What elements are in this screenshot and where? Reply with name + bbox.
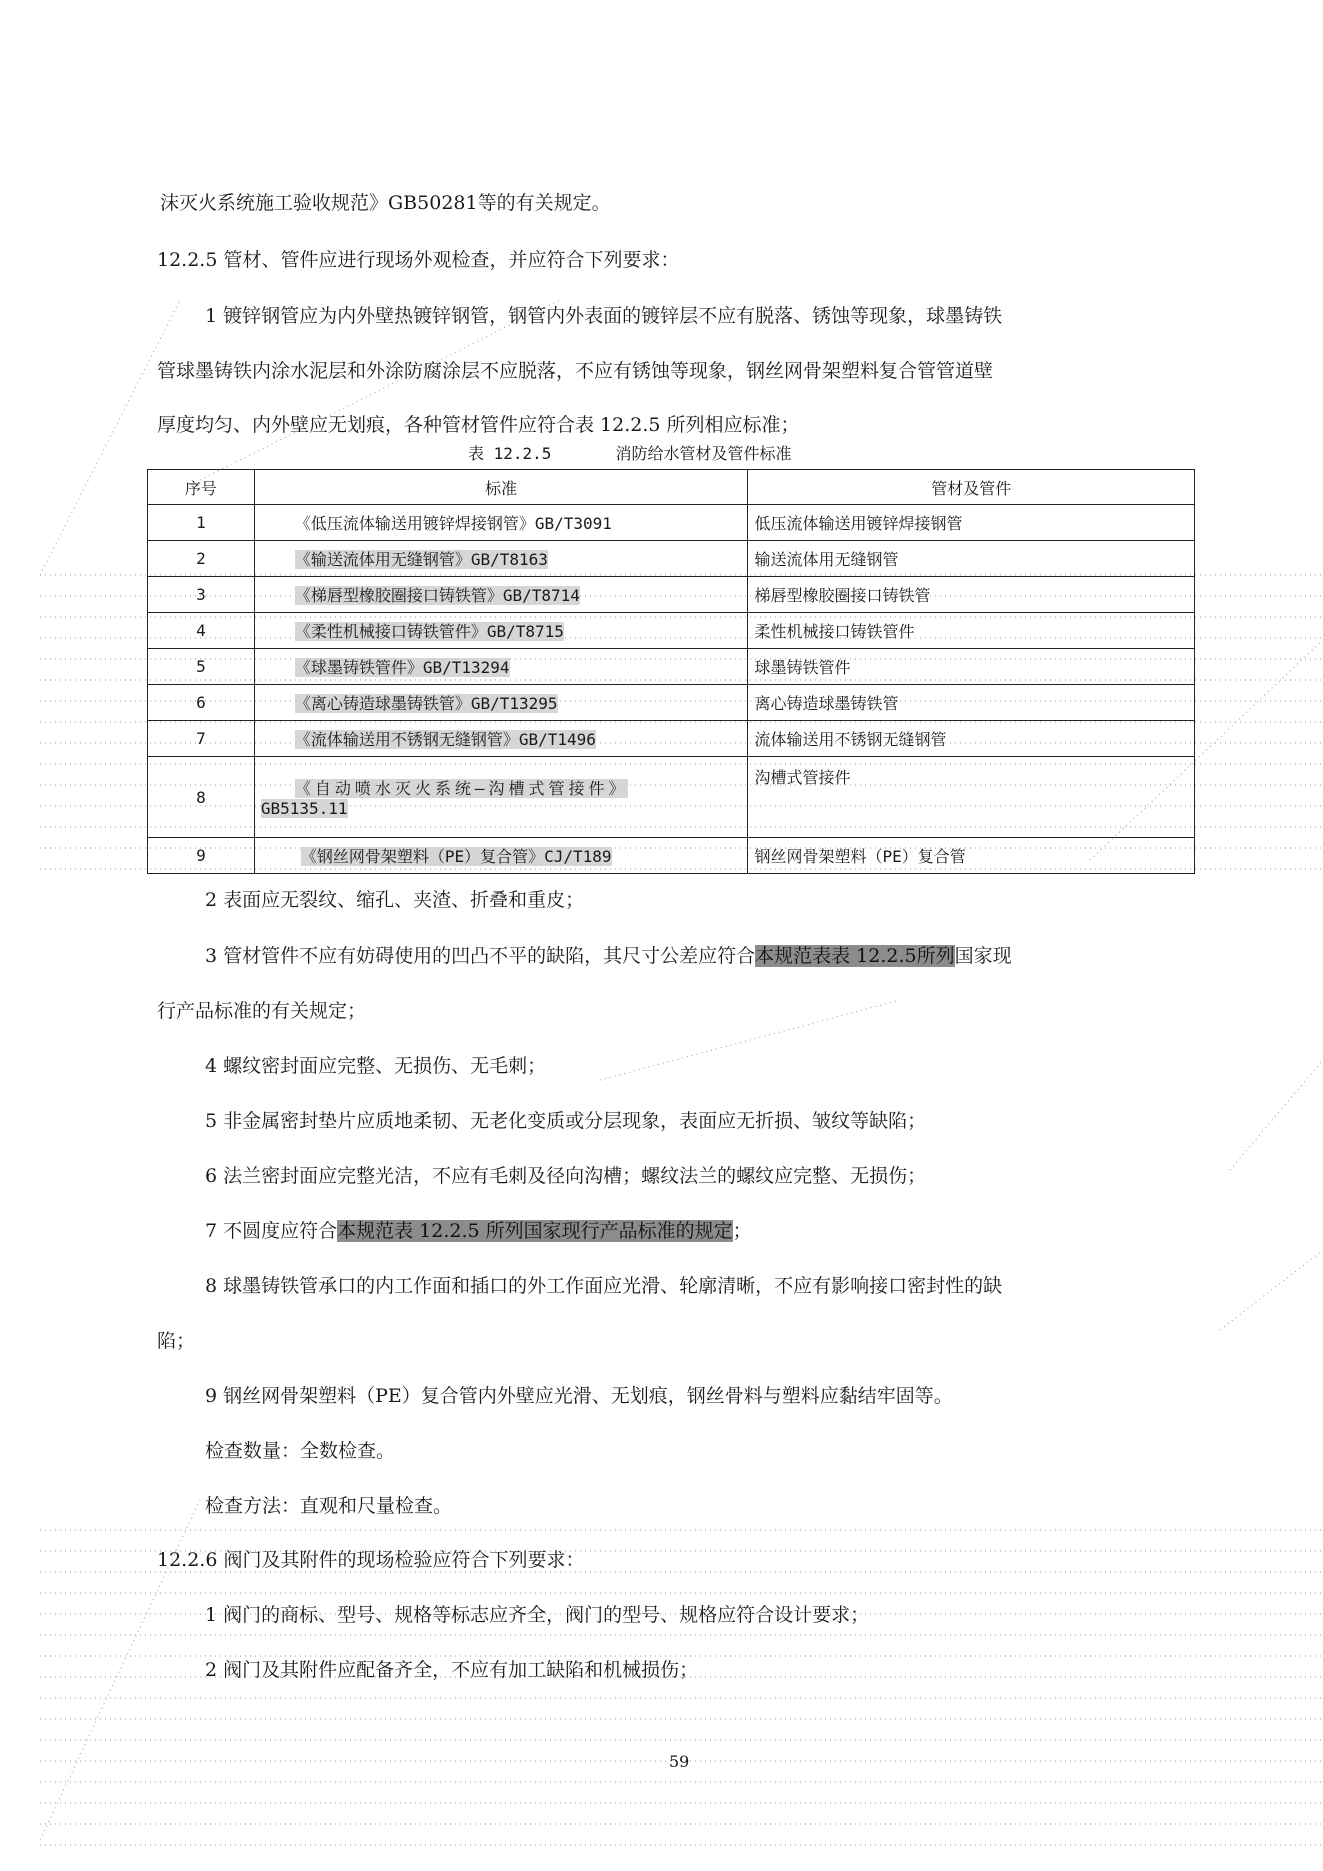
row-item: 流体输送用不锈钢无缝钢管 <box>748 721 1195 757</box>
highlighted-text: 《球墨铸铁管件》GB/T13294 <box>294 658 510 677</box>
row-number: 5 <box>148 649 255 685</box>
inspection-method: 检查方法：直观和尺量检查。 <box>205 1495 453 1517</box>
paragraph-line: 8 球墨铸铁管承口的内工作面和插口的外工作面应光滑、轮廓清晰，不应有影响接口密封性的缺 <box>205 1275 1003 1297</box>
paragraph-line <box>205 943 1012 969</box>
table-header-cell: 序号 <box>148 470 255 505</box>
table-row <box>148 505 1195 541</box>
paragraph-line: 2 阀门及其附件应配备齐全，不应有加工缺陷和机械损伤； <box>205 1659 699 1681</box>
paragraph-line: 5 非金属密封垫片应质地柔韧、无老化变质或分层现象，表面应无折损、皱纹等缺陷； <box>205 1110 927 1132</box>
page-number: 59 <box>669 1752 690 1771</box>
section-heading-12-2-5: 12.2.5 管材、管件应进行现场外观检查，并应符合下列要求： <box>157 249 680 271</box>
highlighted-text: 《自动喷水灭火系统—沟槽式管接件》 <box>294 779 629 798</box>
highlighted-text: 《钢丝网骨架塑料（PE）复合管》CJ/T189 <box>300 847 612 866</box>
row-number: 1 <box>148 505 255 541</box>
paragraph-line: 沫灭火系统施工验收规范》GB50281等的有关规定。 <box>160 192 611 214</box>
highlighted-text: 本规范表表 12.2.5所列 <box>755 945 955 967</box>
table-row <box>148 838 1195 874</box>
row-item: 球墨铸铁管件 <box>748 649 1195 685</box>
row-item: 沟槽式管接件 <box>748 757 1195 838</box>
row-item: 输送流体用无缝钢管 <box>748 541 1195 577</box>
row-standard <box>254 685 748 721</box>
text-segment: 国家现 <box>954 945 1012 967</box>
paragraph-line: 管球墨铸铁内涂水泥层和外涂防腐涂层不应脱落，不应有锈蚀等现象，钢丝网骨架塑料复合管管道壁 <box>157 360 994 382</box>
table-row <box>148 649 1195 685</box>
row-item: 离心铸造球墨铸铁管 <box>748 685 1195 721</box>
row-standard <box>254 838 748 874</box>
table-row <box>148 685 1195 721</box>
table-row <box>148 757 1195 838</box>
text-segment: ； <box>732 1220 752 1242</box>
standards-table <box>147 469 1195 874</box>
text-segment: 7 不圆度应符合 <box>205 1220 338 1242</box>
row-standard: 《低压流体输送用镀锌焊接钢管》GB/T3091 <box>254 505 748 541</box>
row-item: 梯唇型橡胶圈接口铸铁管 <box>748 577 1195 613</box>
section-heading-12-2-6: 12.2.6 阀门及其附件的现场检验应符合下列要求： <box>157 1549 585 1571</box>
highlighted-text: 《输送流体用无缝钢管》GB/T8163 <box>294 550 548 569</box>
paragraph-line: 9 钢丝网骨架塑料（PE）复合管内外壁应光滑、无划痕，钢丝骨料与塑料应黏结牢固等。 <box>205 1385 953 1407</box>
row-number: 2 <box>148 541 255 577</box>
text-segment: 3 管材管件不应有妨碍使用的凹凸不平的缺陷，其尺寸公差应符合 <box>205 945 756 967</box>
row-standard <box>254 757 748 838</box>
table-row <box>148 541 1195 577</box>
row-number: 9 <box>148 838 255 874</box>
table-row <box>148 577 1195 613</box>
paragraph-line <box>205 1218 752 1244</box>
table-caption-title: 消防给水管材及管件标准 <box>615 444 792 463</box>
row-number: 6 <box>148 685 255 721</box>
row-standard <box>254 577 748 613</box>
row-number: 7 <box>148 721 255 757</box>
table-header-cell: 管材及管件 <box>748 470 1195 505</box>
paragraph-line: 4 螺纹密封面应完整、无损伤、无毛刺； <box>205 1055 547 1077</box>
row-standard <box>254 721 748 757</box>
row-number: 8 <box>148 757 255 838</box>
row-item: 钢丝网骨架塑料（PE）复合管 <box>748 838 1195 874</box>
paragraph-line: 2 表面应无裂纹、缩孔、夹渣、折叠和重皮； <box>205 889 585 911</box>
highlighted-text: 《梯唇型橡胶圈接口铸铁管》GB/T8714 <box>294 586 580 605</box>
row-standard <box>254 541 748 577</box>
table-caption <box>468 443 791 465</box>
table-header-row <box>148 470 1195 505</box>
paragraph-line: 1 镀锌钢管应为内外壁热镀锌钢管，钢管内外表面的镀锌层不应有脱落、锈蚀等现象，球墨铸铁 <box>205 305 1003 327</box>
paragraph-line: 行产品标准的有关规定； <box>157 1000 367 1022</box>
table-caption-number: 表 12.2.5 <box>468 444 552 463</box>
row-number: 4 <box>148 613 255 649</box>
paragraph-line: 厚度均匀、内外壁应无划痕，各种管材管件应符合表 12.2.5 所列相应标准； <box>157 414 800 436</box>
highlighted-text: GB5135.11 <box>260 799 348 818</box>
highlighted-text: 本规范表 12.2.5 所列国家现行产品标准的规定 <box>337 1220 733 1242</box>
row-number: 3 <box>148 577 255 613</box>
inspection-quantity: 检查数量：全数检查。 <box>205 1440 396 1462</box>
highlighted-text: 《离心铸造球墨铸铁管》GB/T13295 <box>294 694 558 713</box>
paragraph-line: 1 阀门的商标、型号、规格等标志应齐全，阀门的型号、规格应符合设计要求； <box>205 1604 870 1626</box>
row-item: 柔性机械接口铸铁管件 <box>748 613 1195 649</box>
table-row <box>148 721 1195 757</box>
paragraph-line: 陷； <box>157 1330 196 1352</box>
paragraph-line: 6 法兰密封面应完整光洁，不应有毛刺及径向沟槽；螺纹法兰的螺纹应完整、无损伤； <box>205 1165 927 1187</box>
highlighted-text: 《柔性机械接口铸铁管件》GB/T8715 <box>294 622 564 641</box>
table-header-cell: 标准 <box>254 470 748 505</box>
row-item: 低压流体输送用镀锌焊接钢管 <box>748 505 1195 541</box>
row-standard <box>254 649 748 685</box>
row-standard <box>254 613 748 649</box>
table-row <box>148 613 1195 649</box>
highlighted-text: 《流体输送用不锈钢无缝钢管》GB/T1496 <box>294 730 596 749</box>
